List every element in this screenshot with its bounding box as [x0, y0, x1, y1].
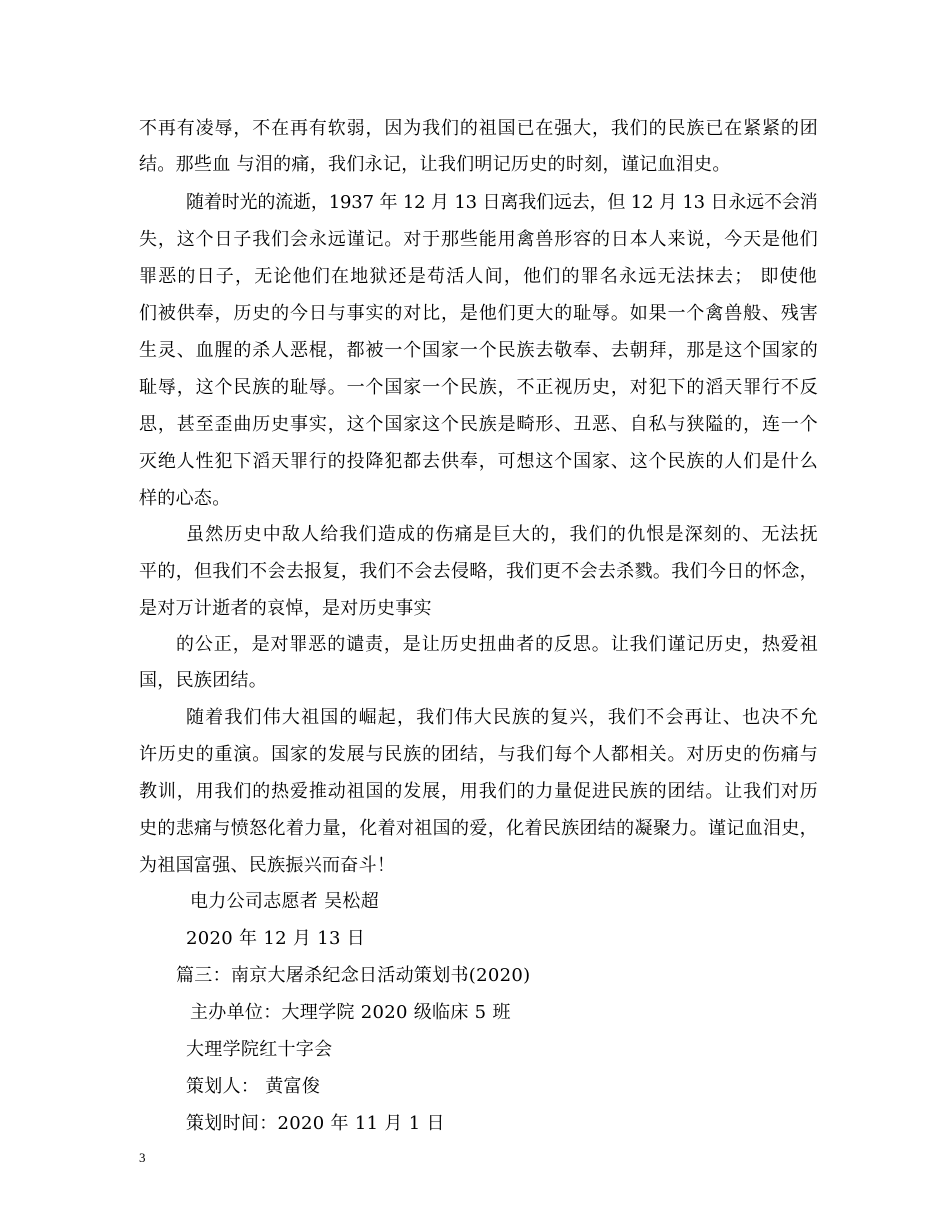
text-line: 结。那些血 与泪的痛，我们永记，让我们明记历史的时刻，谨记血泪史。 [139, 154, 731, 175]
text-line: 生灵、血腥的杀人恶棍，都被一个国家一个民族去敬奉、去朝拜，那是这个国家的 [139, 340, 819, 361]
text-line: 教训，用我们的热爱推动祖国的发展，用我们的力量促进民族的团结。让我们对历 [139, 781, 819, 802]
text-line: 随着时光的流逝，1937 年 12 月 13 日离我们远去，但 12 月 13 日永远不会消 [186, 192, 818, 213]
text-line: 耻辱，这个民族的耻辱。一个国家一个民族，不正视历史，对犯下的滔天罪行不反 [139, 377, 819, 398]
page-number: 3 [139, 1150, 146, 1165]
text-line: 虽然历史中敌人给我们造成的伤痛是巨大的，我们的仇恨是深刻的、无法抚 [186, 524, 819, 545]
text-line: 们被供奉，历史的今日与事实的对比，是他们更大的耻辱。如果一个禽兽般、残害 [139, 303, 819, 324]
text-line: 策划人： 黄富俊 [186, 1076, 321, 1097]
text-line: 篇三：南京大屠杀纪念日活动策划书(2020) [176, 965, 531, 986]
text-line: 许历史的重演。国家的发展与民族的团结，与我们每个人都相关。对历史的伤痛与 [139, 744, 819, 765]
text-line: 史的悲痛与愤怒化着力量，化着对祖国的爱，化着民族团结的凝聚力。谨记血泪史， [139, 818, 819, 839]
text-line: 随着我们伟大祖国的崛起，我们伟大民族的复兴，我们不会再让、也决不允 [186, 707, 819, 728]
text-line: 不再有凌辱，不在再有软弱，因为我们的祖国已在强大，我们的民族已在紧紧的团 [139, 118, 819, 139]
text-line: 平的，但我们不会去报复，我们不会去侵略，我们更不会去杀戮。我们今日的怀念， [139, 561, 819, 582]
text-line: 失，这个日子我们会永远谨记。对于那些能用禽兽形容的日本人来说，今天是他们 [139, 229, 819, 250]
text-line: 为祖国富强、民族振兴而奋斗！ [139, 855, 396, 876]
text-line: 灭绝人性犯下滔天罪行的投降犯都去供奉，可想这个国家、这个民族的人们是什么 [139, 451, 819, 472]
text-line: 2020 年 12 月 13 日 [186, 928, 366, 949]
text-line: 主办单位：大理学院 2020 级临床 5 班 [190, 1002, 511, 1023]
text-line: 是对万计逝者的哀悼，是对历史事实 [139, 598, 432, 619]
text-line: 的公正，是对罪恶的谴责，是让历史扭曲者的反思。让我们谨记历史，热爱祖 [176, 634, 819, 655]
text-line: 大理学院红十字会 [186, 1039, 333, 1060]
text-line: 样的心态。 [139, 488, 231, 509]
text-line: 电力公司志愿者 吴松超 [190, 891, 380, 912]
text-line: 罪恶的日子，无论他们在地狱还是苟活人间，他们的罪名永远无法抹去； 即使他 [139, 266, 818, 287]
text-line: 策划时间：2020 年 11 月 1 日 [186, 1113, 445, 1134]
text-line: 思，甚至歪曲历史事实，这个国家这个民族是畸形、丑恶、自私与狭隘的，连一个 [139, 414, 819, 435]
text-line: 国，民族团结。 [139, 670, 268, 691]
